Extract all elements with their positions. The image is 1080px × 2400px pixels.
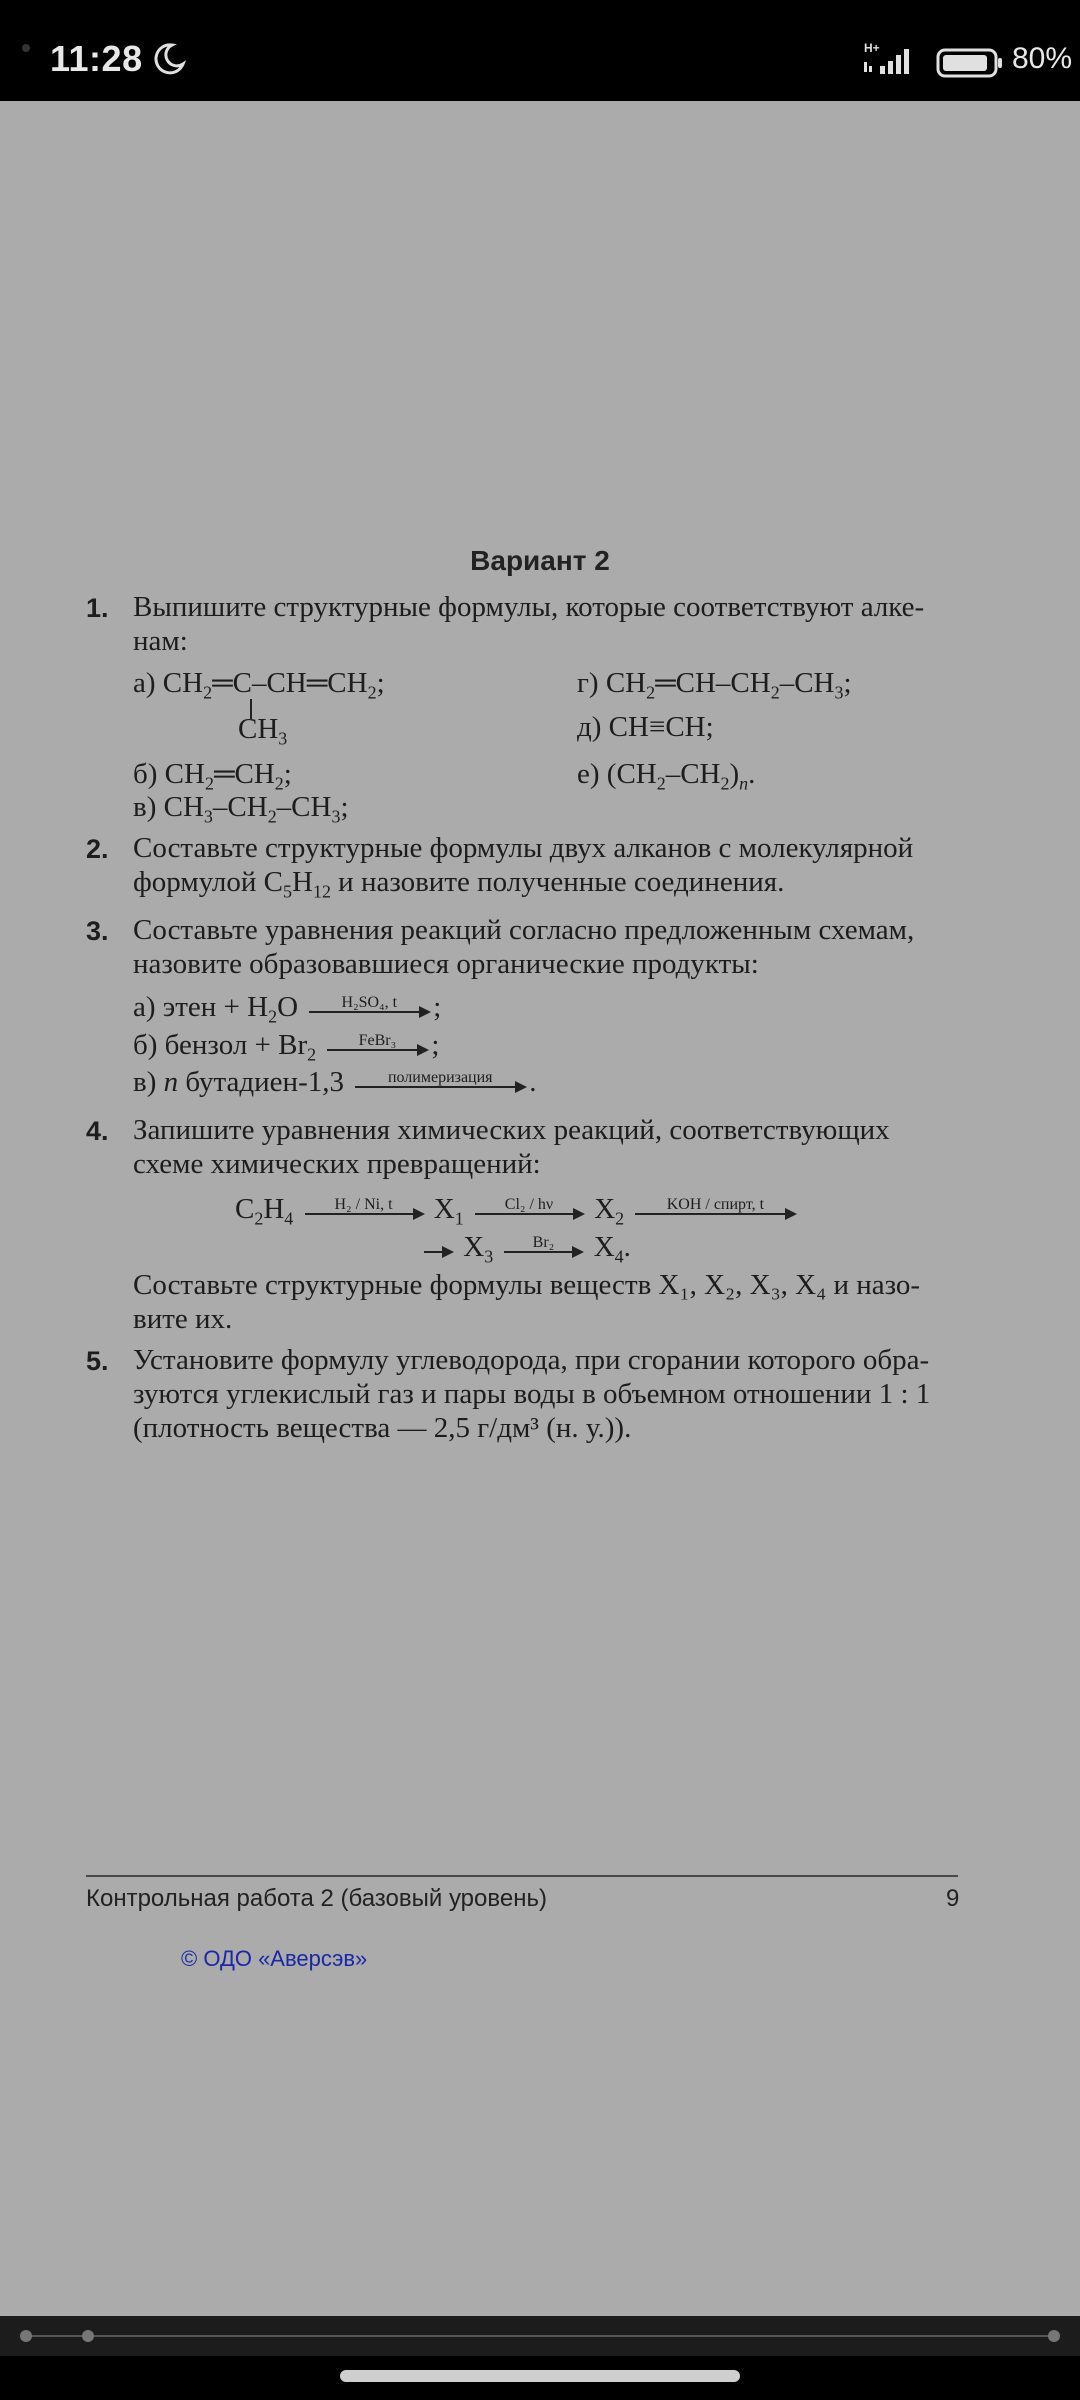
scrubber-track[interactable] [24, 2335, 1056, 2337]
question-4-line4: вите их. [133, 1303, 233, 1335]
question-1-number: 1. [86, 593, 109, 623]
status-bar [0, 0, 1080, 101]
status-time: 11:28 [50, 38, 143, 79]
question-4-line2: схеме химических превращений: [133, 1148, 541, 1180]
reaction-v: в) n бутадиен-1,3 полимеризация . [133, 1066, 537, 1098]
moon-icon [152, 42, 186, 81]
reaction-arrow [424, 1245, 452, 1253]
formula-d: д) CH≡CH; [577, 711, 714, 743]
question-5-line1: Установите формулу углеводорода, при сгорании которого обра- [133, 1344, 930, 1376]
question-2-line1: Составьте структурные формулы двух алканов с молекулярной [133, 832, 914, 864]
reaction-arrow: H₂SO₄, t [309, 1005, 429, 1013]
formula-v: в) $CH_3-CH_2-CH_3$; [133, 791, 349, 827]
question-3-number: 3. [86, 916, 109, 946]
reaction-arrow: H₂ / Ni, t [305, 1207, 423, 1215]
scrubber-position-handle[interactable] [82, 2330, 94, 2342]
question-5-line3: (плотность вещества — 2,5 г/дм³ (н. у.)). [133, 1412, 632, 1444]
question-2-number: 2. [86, 834, 109, 864]
formula-a: а) $CH_2═C-CH═CH_2$; [133, 667, 385, 703]
home-gesture-pill[interactable] [340, 2370, 740, 2382]
question-5-line2: зуются углекислый газ и пары воды в объемном отношении 1 : 1 [133, 1378, 931, 1410]
formula-e: е) $(CH_2-CH_2)_n$. [577, 758, 756, 794]
battery-icon [936, 48, 1006, 83]
footer-title: Контрольная работа 2 (базовый уровень) [86, 1885, 547, 1912]
question-4-number: 4. [86, 1116, 109, 1146]
reaction-arrow: Br₂ [504, 1245, 582, 1253]
formula-a-methyl: $CH_3$ [238, 713, 288, 749]
question-4-line3: Составьте структурные формулы веществ X₁, X₂, X₃, X₄ и назо- [133, 1269, 921, 1301]
question-1-line2: нам: [133, 625, 188, 657]
question-1-line1: Выпишите структурные формулы, которые соответствуют алке- [133, 591, 925, 623]
scrubber-end-handle[interactable] [1048, 2330, 1060, 2342]
question-4-line1: Запишите уравнения химических реакций, соответствующих [133, 1114, 890, 1146]
signal-icon [862, 40, 922, 81]
question-3-line1: Составьте уравнения реакций согласно предложенным схемам, [133, 914, 915, 946]
transformation-scheme-row1: $C_2H_4$ H₂ / Ni, t $X_1$ Cl₂ / hν $X_2$ KOH / спирт, t [235, 1191, 799, 1227]
notification-dot [22, 44, 30, 52]
reaction-arrow: FeBr₃ [327, 1043, 427, 1051]
scrubber-start-handle[interactable] [20, 2330, 32, 2342]
battery-percent: 80% [1012, 42, 1073, 75]
reaction-arrow: KOH / спирт, t [635, 1207, 795, 1215]
network-type: H+ [864, 41, 880, 55]
question-2-line2: формулой $C_5H_{12}$ и назовите полученные соединения. [133, 866, 785, 902]
question-5-number: 5. [86, 1346, 109, 1376]
page-number: 9 [946, 1885, 960, 1912]
transformation-scheme-row2: $X_3$ Br₂ $X_4$. [420, 1229, 631, 1265]
reaction-b: б) бензол + $Br_2$ FeBr₃ ; [133, 1029, 440, 1065]
footer-divider [86, 1875, 958, 1877]
formula-g: г) $CH_2═CH-CH_2-CH_3$; [577, 667, 852, 703]
page-title: Вариант 2 [470, 545, 610, 576]
reaction-arrow: Cl₂ / hν [475, 1207, 583, 1215]
copyright-link[interactable]: © ОДО «Аверсэв» [181, 1946, 368, 1971]
reaction-a: а) этен + $H_2O$ H₂SO₄, t ; [133, 991, 442, 1027]
question-3-line2: назовите образовавшиеся органические продукты: [133, 948, 759, 980]
reaction-arrow: полимеризация [355, 1080, 525, 1088]
formula-b: б) $CH_2═CH_2$; [133, 758, 292, 794]
